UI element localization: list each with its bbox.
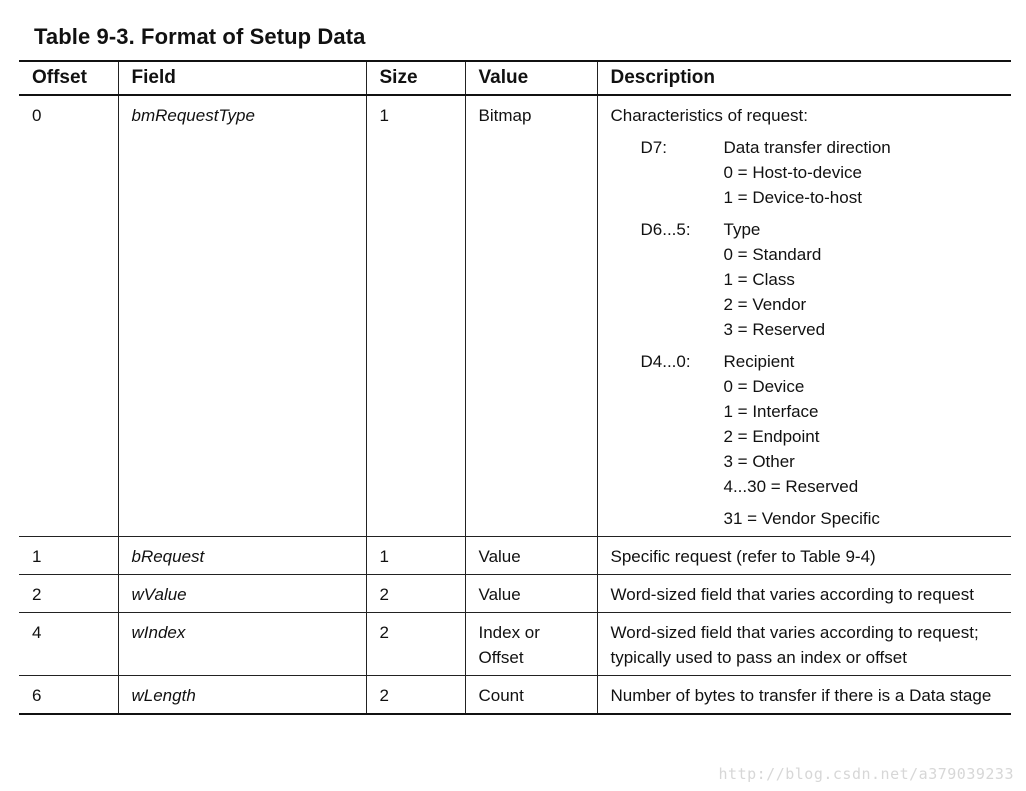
bit-value-line: Data transfer direction — [723, 138, 891, 157]
bit-range-label: D6...5: — [640, 220, 691, 239]
bit-values — [724, 135, 1002, 210]
cell-value: Value — [465, 575, 597, 613]
bit-value-line: Type — [723, 220, 761, 239]
column-header-offset: Offset — [19, 61, 118, 95]
cell-description: Specific request (refer to Table 9-4) — [597, 537, 1011, 575]
bit-value-line: 2 = Endpoint — [723, 427, 820, 446]
cell-field: wIndex — [118, 613, 366, 676]
table-row — [19, 537, 1011, 575]
column-header-field: Field — [118, 61, 366, 95]
bit-value-line: Recipient — [723, 352, 795, 371]
cell-value: Count — [465, 676, 597, 715]
bit-value-line: 3 = Reserved — [723, 320, 826, 339]
table-title: Table 9-3. Format of Setup Data — [34, 24, 366, 49]
bit-value-line: 1 = Class — [723, 270, 795, 289]
cell-description: Number of bytes to transfer if there is a Data stage — [597, 676, 1011, 715]
cell-description — [597, 95, 1011, 537]
column-header-description: Description — [597, 61, 1011, 95]
cell-size: 1 — [366, 95, 465, 537]
cell-description: Word-sized field that varies according to request — [597, 575, 1011, 613]
cell-value: Value — [465, 537, 597, 575]
table-row — [19, 575, 1011, 613]
cell-size: 2 — [366, 575, 465, 613]
cell-field: wLength — [118, 676, 366, 715]
bit-values — [724, 217, 1002, 342]
cell-field: bmRequestType — [118, 95, 366, 537]
cell-field: wValue — [118, 575, 366, 613]
setup-data-table — [19, 60, 1011, 715]
bit-value-line: 1 = Device-to-host — [723, 188, 862, 207]
bit-value-line: 2 = Vendor — [723, 295, 807, 314]
bit-value-line: 0 = Standard — [723, 245, 822, 264]
cell-field: bRequest — [118, 537, 366, 575]
bit-value-line: 4...30 = Reserved — [723, 477, 859, 496]
watermark-text: http://blog.csdn.net/a379039233 — [718, 765, 1014, 783]
table-row — [19, 613, 1011, 676]
table-header-row — [19, 61, 1011, 95]
cell-offset: 2 — [19, 575, 118, 613]
cell-value: Bitmap — [465, 95, 597, 537]
cell-offset: 1 — [19, 537, 118, 575]
bit-value-line: 3 = Other — [723, 452, 795, 471]
bit-value-line: 31 = Vendor Specific — [723, 509, 880, 528]
bit-group — [611, 349, 1002, 531]
bit-values — [724, 349, 1002, 531]
bit-range-label: D4...0: — [640, 352, 691, 371]
cell-size: 2 — [366, 676, 465, 715]
bit-value-line: 0 = Host-to-device — [723, 163, 862, 182]
description-text: Characteristics of request: — [610, 106, 808, 125]
cell-offset: 6 — [19, 676, 118, 715]
table-row — [19, 676, 1011, 715]
bit-value-line: 1 = Interface — [723, 402, 819, 421]
table-row — [19, 95, 1011, 537]
cell-offset: 4 — [19, 613, 118, 676]
cell-size: 2 — [366, 613, 465, 676]
cell-description: Word-sized field that varies according to request; typically used to pass an index or offset — [597, 613, 1011, 676]
bit-value-line: 0 = Device — [723, 377, 805, 396]
column-header-value: Value — [465, 61, 597, 95]
column-header-size: Size — [366, 61, 465, 95]
bit-range-label: D7: — [640, 138, 667, 157]
cell-value: Index or Offset — [465, 613, 597, 676]
bit-group — [611, 217, 1002, 342]
bit-field-list — [611, 135, 1002, 531]
cell-offset: 0 — [19, 95, 118, 537]
bit-group — [611, 135, 1002, 210]
cell-size: 1 — [366, 537, 465, 575]
